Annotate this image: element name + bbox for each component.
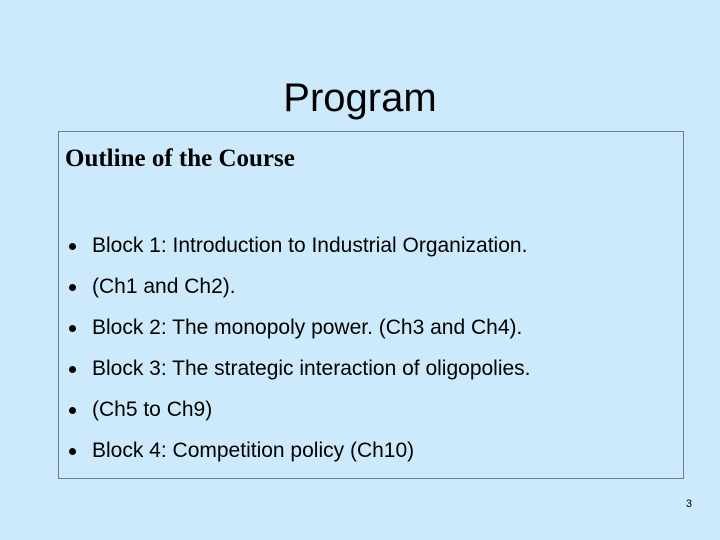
- course-outline-heading: Outline of the Course: [65, 145, 295, 172]
- page-number: 3: [685, 498, 692, 510]
- bullet-dot-icon: [69, 243, 76, 250]
- bullet-text: Block 1: Introduction to Industrial Organization.: [92, 234, 528, 257]
- bullet-text: (Ch5 to Ch9): [92, 398, 213, 421]
- bullet-text: Block 4: Competition policy (Ch10): [92, 439, 415, 462]
- bullet-dot-icon: [69, 448, 76, 455]
- bullet-dot-icon: [69, 325, 76, 332]
- slide-title: Program: [283, 76, 437, 120]
- bullet-text: (Ch1 and Ch2).: [92, 275, 236, 298]
- bullet-dot-icon: [69, 284, 76, 291]
- bullet-text: Block 3: The strategic interaction of oligopolies.: [92, 357, 531, 380]
- bullet-dot-icon: [69, 366, 76, 373]
- content-box: [58, 131, 684, 479]
- bullet-text: Block 2: The monopoly power. (Ch3 and Ch4).: [92, 316, 523, 339]
- bullet-dot-icon: [69, 407, 76, 414]
